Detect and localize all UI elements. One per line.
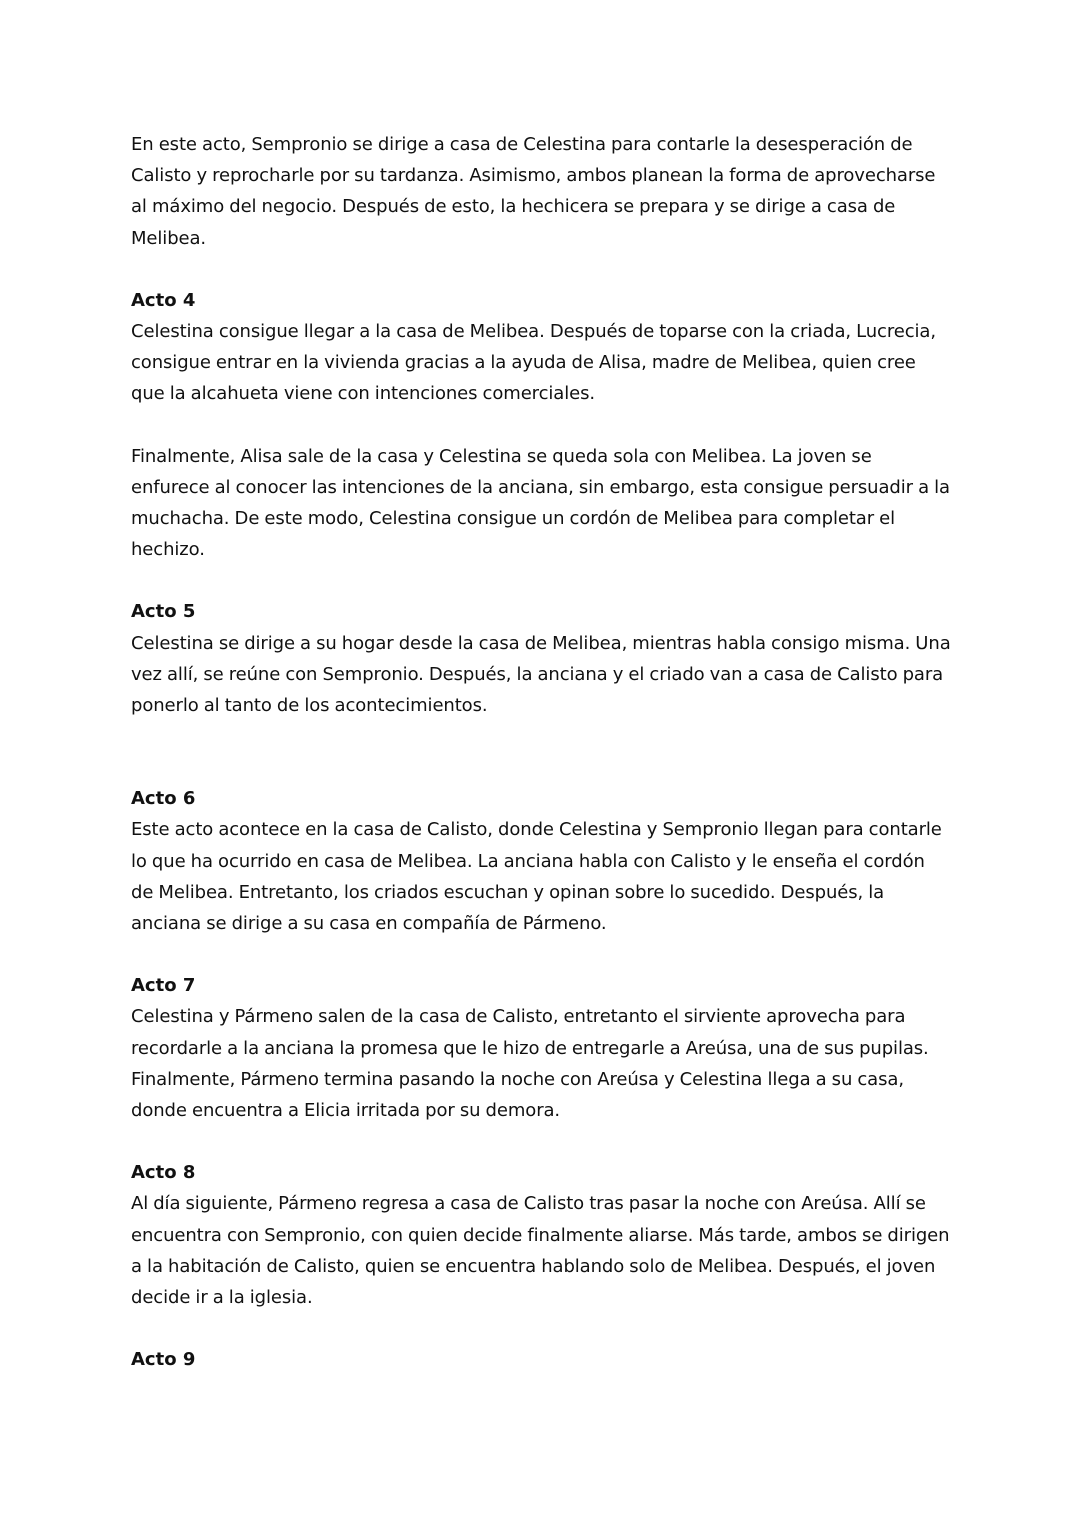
acto-5-heading: Acto 5	[131, 601, 196, 623]
acto-4-paragraph-2: Finalmente, Alisa sale de la casa y Celestina se queda sola con Melibea. La joven se enfurece al conocer las intenciones de la anciana, sin embargo, esta consigue persuadir a la muchacha. De este modo, Celestina consigue un cordón de Melibea para completar el hechizo.	[131, 445, 950, 561]
acto-4-heading: Acto 4	[131, 289, 196, 311]
acto-6-heading: Acto 6	[131, 788, 196, 810]
intro-paragraph: En este acto, Sempronio se dirige a casa de Celestina para contarle la desesperación de Calisto y reprocharle por su tardanza. Asimismo, ambos planean la forma de aprovecharse al máximo del negocio. Después de esto, la hechicera se prepara y se dirige a casa de Melibea.	[131, 134, 936, 249]
acto-7-heading: Acto 7	[131, 975, 196, 997]
document-page	[131, 129, 951, 1376]
acto-6-paragraph: Este acto acontece en la casa de Calisto, donde Celestina y Sempronio llegan para contarle lo que ha ocurrido en casa de Melibea. La anciana habla con Calisto y le enseña el cordón de Melibea. Entretanto, los criados escuchan y opinan sobre lo sucedido. Después, la anciana se dirige a su casa en compañía de Pármeno.	[131, 819, 942, 935]
acto-5-paragraph: Celestina se dirige a su hogar desde la casa de Melibea, mientras habla consigo misma. Una vez allí, se reúne con Sempronio. Después, la anciana y el criado van a casa de Calisto para ponerlo al tanto de los acontecimientos.	[131, 632, 951, 717]
acto-8-paragraph: Al día siguiente, Pármeno regresa a casa de Calisto tras pasar la noche con Areúsa. Allí se encuentra con Sempronio, con quien decide finalmente aliarse. Más tarde, ambos se dirigen a la habitación de Calisto, quien se encuentra hablando solo de Melibea. Después, el joven decide ir a la iglesia.	[131, 1193, 950, 1309]
acto-9-heading: Acto 9	[131, 1349, 196, 1371]
acto-4-paragraph-1: Celestina consigue llegar a la casa de Melibea. Después de toparse con la criada, Lucrecia, consigue entrar en la vivienda gracias a la ayuda de Alisa, madre de Melibea, quien cree que la alcahueta viene con intenciones comerciales.	[131, 321, 936, 405]
acto-8-heading: Acto 8	[131, 1162, 196, 1184]
acto-7-paragraph: Celestina y Pármeno salen de la casa de Calisto, entretanto el sirviente aprovecha para recordarle a la anciana la promesa que le hizo de entregarle a Areúsa, una de sus pupilas. Finalmente, Pármeno termina pasando la noche con Areúsa y Celestina llega a su casa, donde encuentra a Elicia irritada por su demora.	[131, 1006, 929, 1122]
